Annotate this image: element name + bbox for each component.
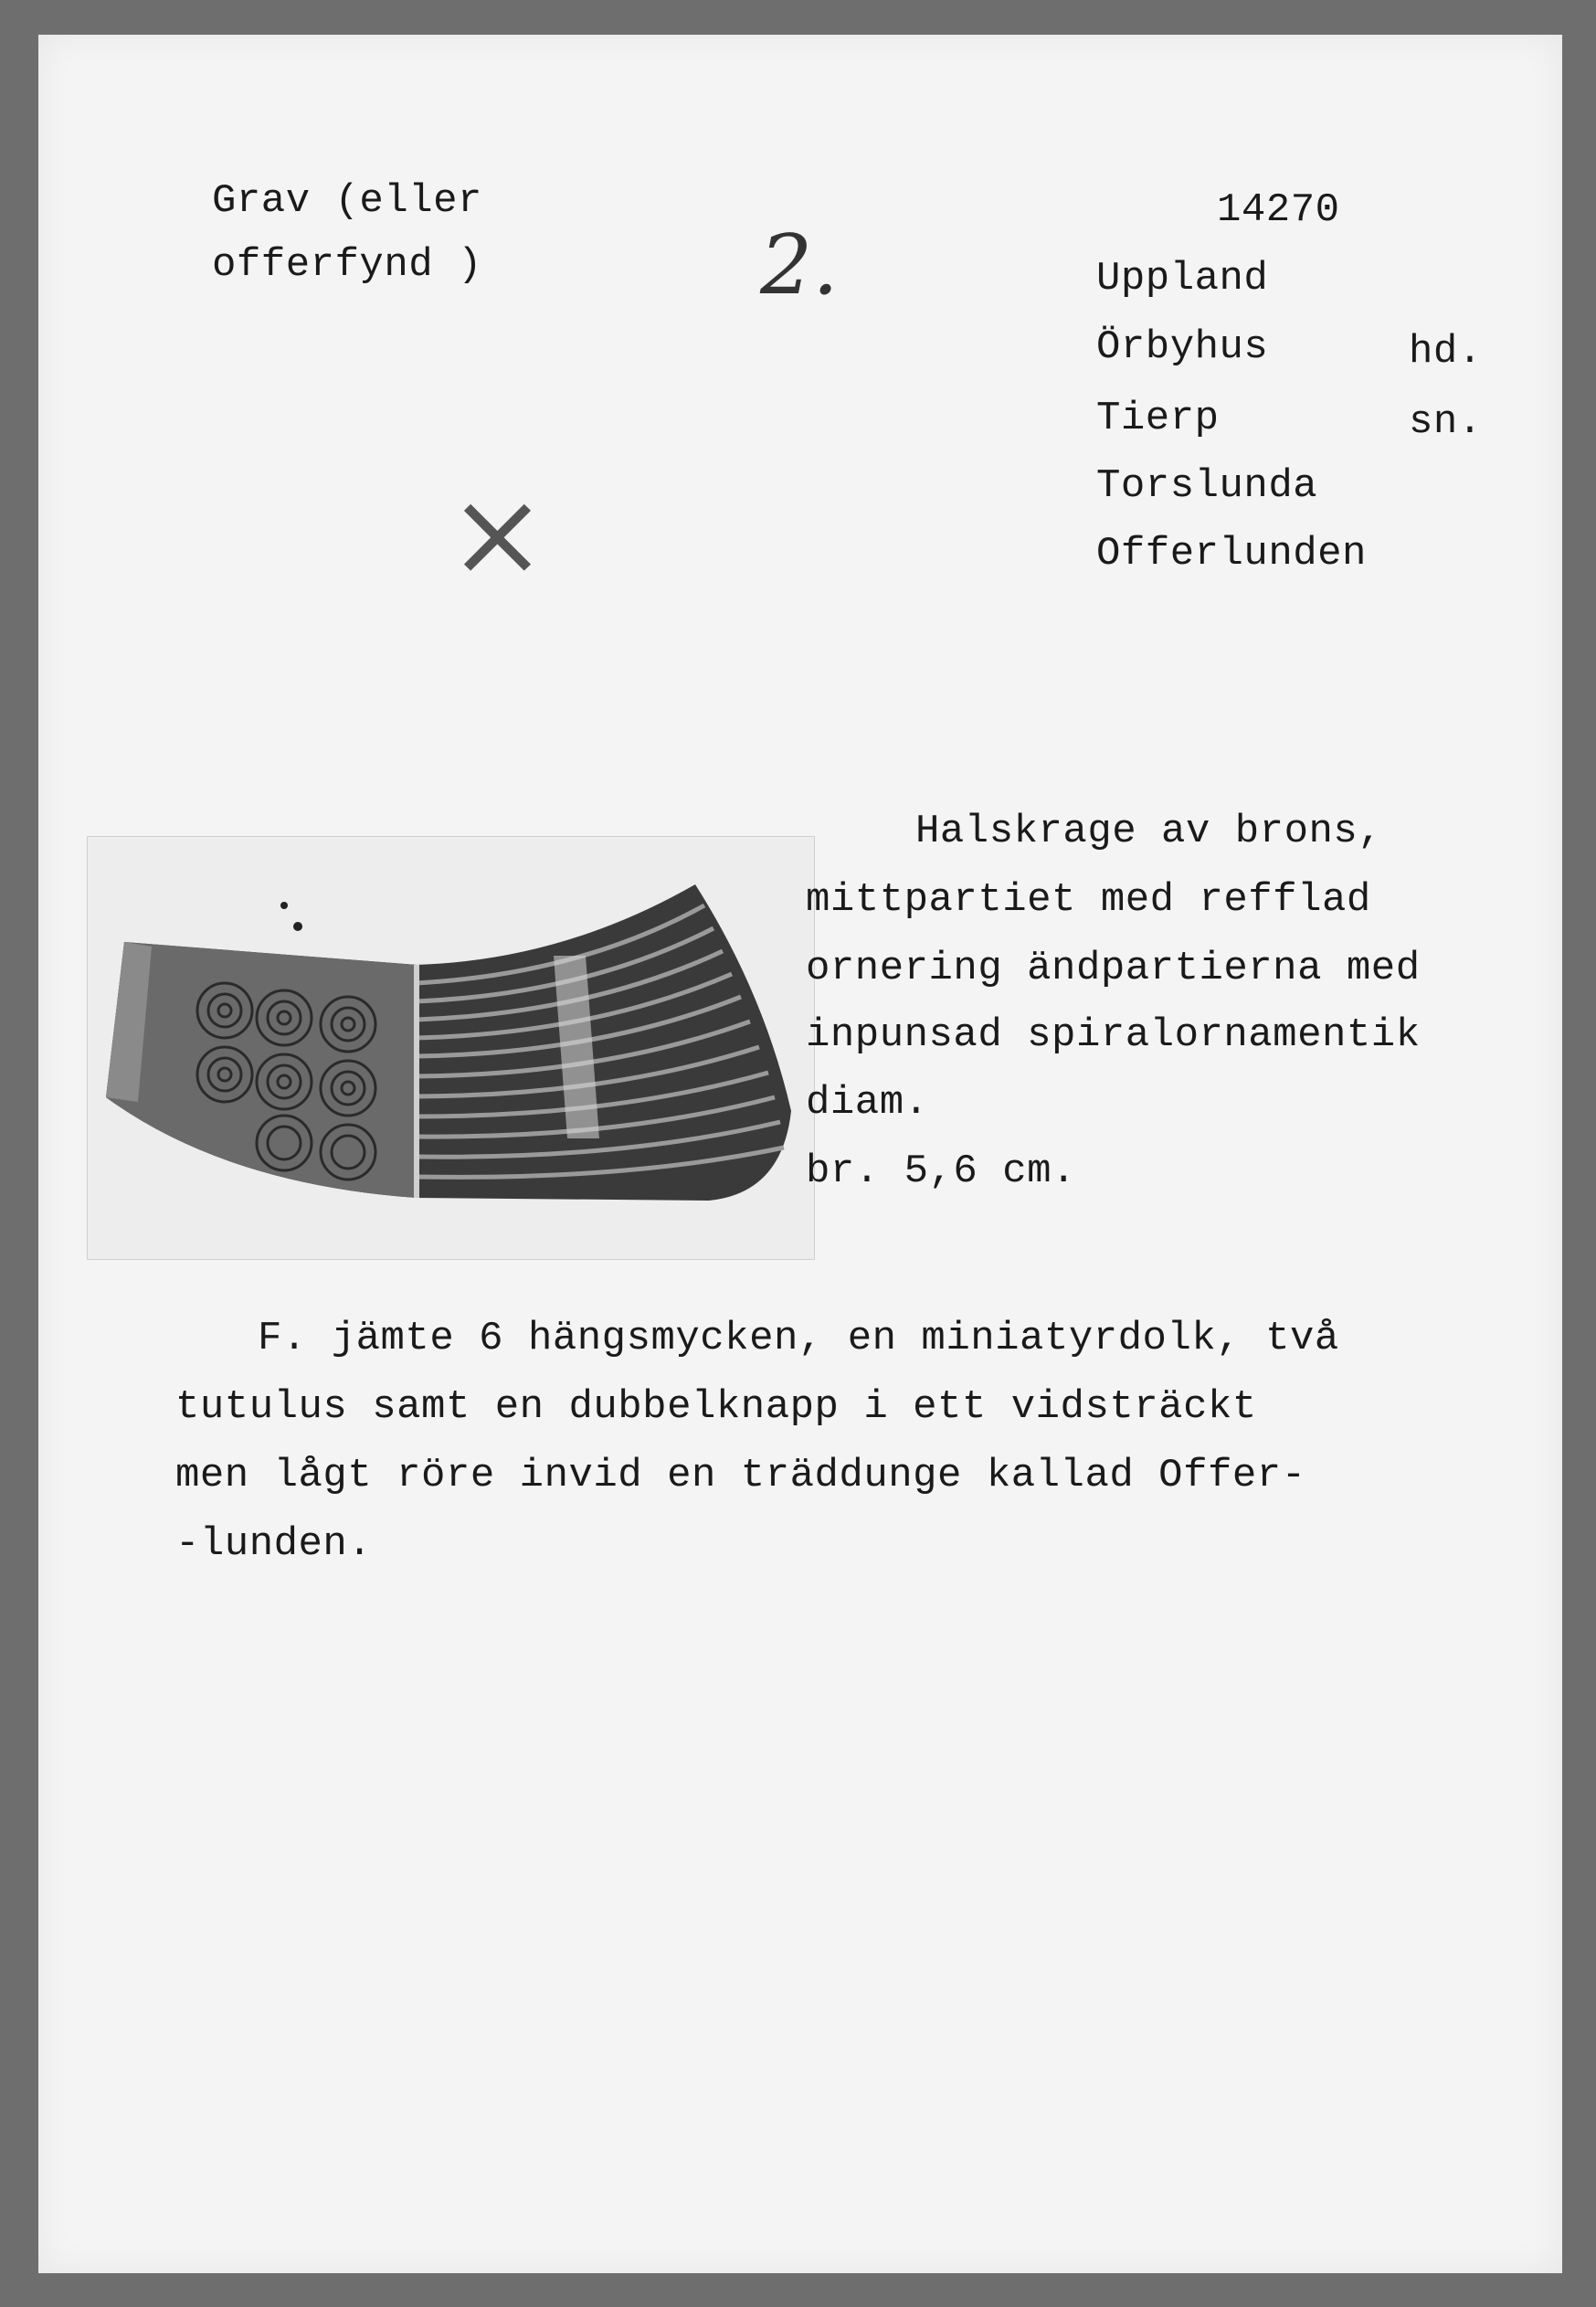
artifact-photo [87,836,815,1260]
province: Uppland [1096,256,1269,302]
catalog-number: 14270 [1217,187,1340,233]
find-note-line-1: F. jämte 6 hängsmycken, en miniatyrdolk, två [258,1316,1339,1361]
description-line-1: Halskrage av brons, [915,809,1383,854]
description-line-5: diam. [806,1080,929,1126]
village: Torslunda [1096,463,1318,509]
category-line-1: Grav (eller [212,178,482,224]
find-note-line-4: -lunden. [175,1521,373,1567]
hundred-name: Örbyhus [1096,324,1269,370]
category-line-2: offerfynd ) [212,242,482,288]
description-line-2: mittpartiet med refflad [806,877,1371,923]
find-note-line-3: men lågt röre invid en träddunge kallad Offer- [175,1453,1306,1498]
cross-mark: × [448,464,547,603]
hundred-abbr: hd. [1409,329,1483,375]
parish-name: Tierp [1096,396,1220,441]
site: Offerlunden [1096,531,1367,577]
handwritten-number: 2. [760,217,839,313]
description-line-4: inpunsad spiralornamentik [806,1012,1421,1058]
parish-abbr: sn. [1409,399,1483,445]
description-line-6: br. 5,6 cm. [806,1148,1076,1194]
description-line-3: ornering ändpartierna med [806,946,1421,991]
archive-card [38,35,1562,2273]
neck-collar-image [88,837,814,1259]
find-note-line-2: tutulus samt en dubbelknapp i ett vidsträckt [175,1384,1257,1430]
